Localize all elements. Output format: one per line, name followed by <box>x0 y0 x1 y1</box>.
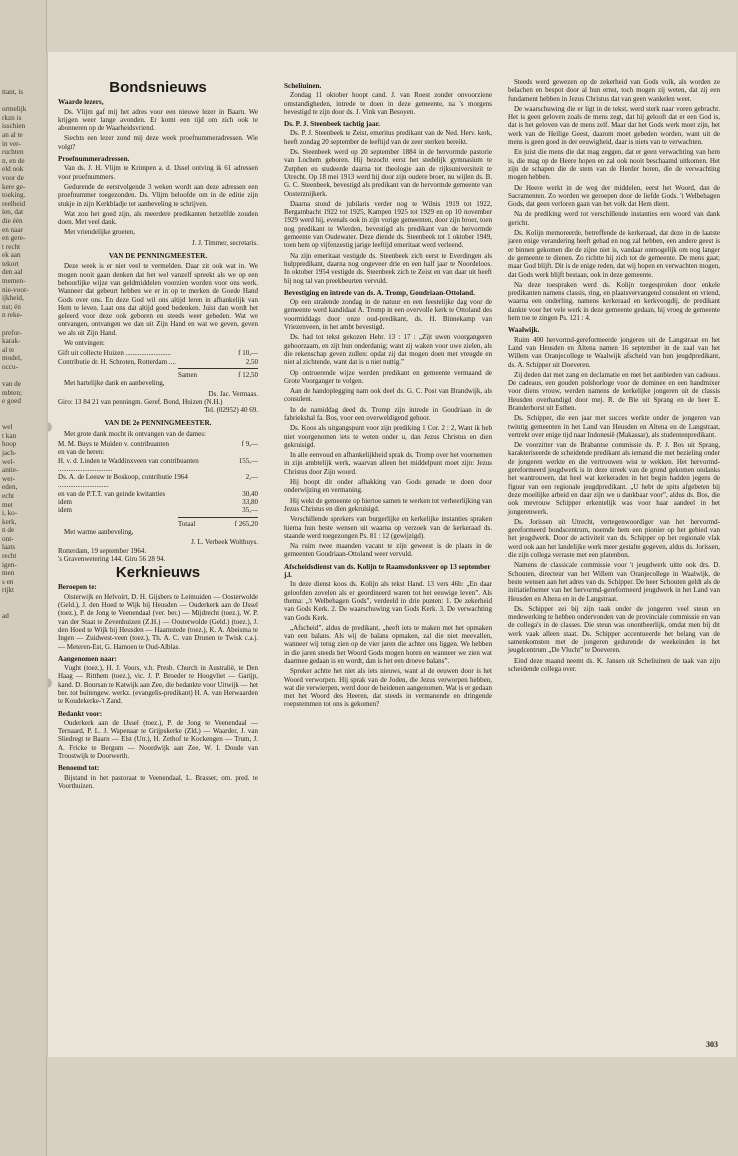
strip-line: echt <box>2 491 14 500</box>
ledger-label: Totaal <box>178 519 196 528</box>
strip-line: en naar <box>2 225 23 234</box>
strip-line: ad <box>2 612 9 621</box>
phone-text: Tel. (02952) 40 69. <box>204 406 258 415</box>
address: 's Gravenwetering 144. Giro 56 28 94. <box>58 554 166 563</box>
strip-line: hoop <box>2 440 17 449</box>
giro-text: Giro: 13 84 21 van penningm. Geref. Bond, Huizen (N.H.) <box>58 397 223 406</box>
paragraph: Na ruim twee maanden vacant te zijn geweest is de plaats in de gemeenten Goudriaan-Ottoland weer vervuld. <box>284 542 492 559</box>
ledger-row <box>58 371 258 379</box>
subheading: Beroepen te: <box>58 583 97 592</box>
strip-line: al te <box>2 345 15 354</box>
ledger-label: H. v. d. Linden te Waddinxveen van contribuanten ............................... <box>58 456 199 473</box>
strip-line: model, <box>2 354 22 363</box>
strip-line: karak- <box>2 337 21 346</box>
subheading: Benoemd tot: <box>58 764 100 773</box>
column-1 <box>58 78 258 792</box>
subheading: VAN DE 2e PENNINGMEESTER. <box>104 419 212 428</box>
paragraph: Deze week is er niet veel te vermelden. Daar zit ook wat in. We mogen nooit gaan denken dat het wel vanzelf spreekt als we op een behoorlijke wijze van geldmiddelen voorzien worden voor ons werk. Wanneer dat gebeurt hebben we er in op te merken de Goede Hand Gods over ons. En deze God wil ons altijd leren in afhankelijk van Hem te leven. Laat ons dat altijd goed bedenken. Juist dan wordt het geleerd voor deze ook geboren en steeds weer gebeden. Wat we ontvangen, ontvangen we dan uit Zijn Hand en wat we geven, geven we als uit Zijn Hand. <box>58 262 258 337</box>
paragraph: Ds. Schipper zei bij zijn taak onder de jongeren veel steun en medewerking te hebben ondervonden van de provinciale commissie en van de collega's in de classes. Die steun was onontbeerlijk, omdat men bij dit werk vaak alleen staat. Ds. Schipper accentueerde het belang van de samenkomsten met de jongeren gedurende de weekeinden in het jeugdcentrum „De Vlucht” te Doeveren. <box>508 604 720 655</box>
place-date: Rotterdam, 19 september 1964. <box>58 546 147 555</box>
paragraph: Ds. Steenbeek werd op 20 september 1884 in de hervormde pastorie van Lochem geboren. Hij bezocht eerst het stedelijk gymnasium te Zutphen en studeerde daarna tot theologie aan de rijksuniversiteit te Utrecht. Op 18 mei 1913 werd hij door zijn oudere broer, nu wijlen ds. B. G. C. Steenbeek, bevestigd als predikant van de hervormde gemeente van Oosterznijkerk. <box>284 148 492 198</box>
ledger-row <box>58 440 258 448</box>
strip-line: ormelijk <box>2 105 27 114</box>
punch-hole <box>48 422 52 432</box>
strip-line <box>0 320 46 329</box>
ledger-row <box>58 506 258 514</box>
ledger-value: f 265,20 <box>234 519 258 528</box>
subheading: Waarde lezers, <box>58 98 104 107</box>
paragraph: Ds. had tot tekst gekozen Hebr. 13 : 17 : „Zijt uwen voorgangeren gehoorzaam, en zijt hun onderdanig; want zij waken voor uwe zielen, als die rekenschap geven zullen: opdat zij dat mogen doen met vreugde en niet al zichtende, want dat is u niet nuttig.” <box>284 333 492 367</box>
divider <box>178 368 258 369</box>
strip-line: wel- <box>2 457 15 466</box>
paragraph: Na de prediking werd tot verschillende instanties een woord van dank gericht. <box>508 210 720 227</box>
ledger-label: Ds. A. de Leeuw te Boskoop, contributie 1964 ............................. <box>58 473 188 490</box>
ledger-row <box>58 490 258 498</box>
paragraph: Aan de handoplegging nam ook deel ds. G. C. Post van Brandwijk, als consulent. <box>284 387 492 404</box>
adjacent-page-strip <box>0 0 47 1156</box>
subheading: Proefnummeradressen. <box>58 155 130 164</box>
column-2 <box>284 78 492 711</box>
strip-line <box>0 415 46 424</box>
paragraph: Ds. Koos als uitgangspunt voor zijn prediking 1 Cor. 2 : 2, Want ik heb niet voorgenomen iets te weten onder u, dan Jezus Christus en dien gekruisigd. <box>284 424 492 449</box>
ledger-row <box>58 457 258 474</box>
strip-line: n de <box>2 526 15 535</box>
strip-line: t recht <box>2 242 21 251</box>
strip-line: prefor- <box>2 328 22 337</box>
subheading: Afscheidsdienst van ds. Kolijn te Raamsdonksveer op 13 september j.l. <box>284 562 491 580</box>
ledger-value: 155,— <box>238 456 258 465</box>
strip-line <box>0 97 46 106</box>
ledger-label: idem <box>58 498 72 507</box>
strip-line: kerk, <box>2 517 17 526</box>
subheading: Bevestiging en intrede van ds. A. Tromp, Goudriaan-Ottoland. <box>284 288 475 297</box>
strip-line: ijkheid, <box>2 294 24 303</box>
ledger-label: M. M. Buys te Muiden v. contribuanten <box>58 439 169 448</box>
signature: J. L. Verbeek Wolthuys. <box>191 538 258 547</box>
strip-line: kere ge- <box>2 182 26 191</box>
strip-line: ttant, is <box>2 88 24 96</box>
strip-line: men <box>2 569 15 578</box>
ledger-value: f 9,— <box>241 439 258 448</box>
subheading: Waalwijk. <box>508 326 540 335</box>
paragraph: Gedurende de eerstvolgende 3 weken wordt aan deze adressen een proefnummer toegezonden. Ds. Vlijm beloofde om in de editie zijn stukje in zijn Kerkbladje ter aanbeveling te schrijven. <box>58 182 258 208</box>
paragraph: Hij wekt de gemeente op hiertoe samen te werken tot verheerlijking van Jezus Christus en dien gekruisigd. <box>284 496 492 513</box>
ledger-value: f 12,50 <box>238 370 258 379</box>
strip-line: e goed <box>2 397 21 406</box>
strip-line: en gere- <box>2 234 26 243</box>
paragraph: Met warme aanbeveling, <box>64 527 134 536</box>
paragraph: Bijstand in het pastoraat te Veenendaal, L. Brasser, om. pred. te Voorthuizen. <box>58 773 258 790</box>
ledger-value: 2,— <box>245 473 258 482</box>
ledger-row <box>58 349 258 357</box>
strip-line: toeking. <box>2 191 26 200</box>
subheading: Ds. P. J. Steenbeek tachtig jaar. <box>284 120 380 129</box>
ledger-note: en van de heren: <box>58 448 105 457</box>
strip-line: rijkt <box>2 586 14 595</box>
signature: Ds. Jac. Vermaas. <box>208 389 258 398</box>
strip-line: isschien <box>2 122 26 131</box>
ledger-label: en van de P.T.T. van geinde kwitanties <box>58 489 166 498</box>
subheading: VAN DE PENNINGMEESTER. <box>108 252 208 261</box>
newspaper-page <box>48 52 736 1057</box>
strip-line: s en <box>2 577 14 586</box>
column-3 <box>508 78 720 675</box>
strip-line: in ver- <box>2 139 21 148</box>
paragraph: Eind deze maand neemt ds. K. Jansen uit Scheliuinen de taak van zijn scheidende collega over. <box>508 656 720 673</box>
strip-line: ek aan <box>2 251 21 260</box>
strip-line: n, en de <box>2 156 25 165</box>
strip-line <box>0 406 46 415</box>
ledger-label: Gift uit collecte Huizen .......................... <box>58 349 172 358</box>
paragraph: Ds. Kolijn memoreerde, betreffende de kerkeraad, dat deze in de laatste jaren enige verandering heeft gehad en nog zal hebben, een andere geest is er binnen gekomen die de zijne niet is, vandaar onmogelijk om nog langer de gemeente te dienen. Zo richtte hij zich tot de gemeente. De mens gaat; maar God blijft. Dit is de enige reden, dat wij hopen en verwachten mogen, dat Gods werk blijft bestaan, ook in deze gemeente. <box>508 229 720 279</box>
strip-line: len, dat <box>2 208 24 217</box>
ledger-value: f 10,— <box>238 349 258 358</box>
strip-line: van de <box>2 380 21 389</box>
paragraph: Verschillende sprekers van burgerlijke en kerkelijke instanties spraken hierna hun beste wensen uit waarna op verzoek van de kerkeraad ds. staande werd toegezongen Ps. 81 : 12 (gewijzigd). <box>284 515 492 540</box>
punch-hole <box>48 678 52 688</box>
strip-line: wer- <box>2 474 16 483</box>
paragraph: Hij hoopt dit onder afhakking van Gods genade te doen door onderwijzing en vermaning. <box>284 478 492 495</box>
ledger-value: 33,80 <box>242 498 258 507</box>
strip-line: mbten; <box>2 388 22 397</box>
strip-line: antie- <box>2 466 19 475</box>
strip-line: eld ook <box>2 165 24 174</box>
strip-line <box>0 372 46 381</box>
paragraph: Siechts een lezer zond mij deze week proefnummeradressen. Wie volgt? <box>58 134 258 151</box>
paragraph: Ds. Jorissen uit Utrecht, vertegenwoordiger van het hervormd-gereformeerd bondscentrum, noemde hem een pionier op het gebied van het jeugdwerk. Door de activiteit van ds. Schipper op het regionale vlak werd ook aan het landelijke werk meer gestalte gegeven, aldus ds. Jorissen, die zijn collega verraste met een platenbon. <box>508 517 720 560</box>
signature: J. J. Timmer, secretaris. <box>191 238 258 247</box>
paragraph: Met hartelijke dank en aanbeveling, <box>64 379 165 388</box>
subheading: Scheliuinen. <box>284 82 322 90</box>
section-title-bondsnieuws: Bondsnieuws <box>109 79 207 96</box>
strip-line: den aal <box>2 268 23 277</box>
strip-line: memen- <box>2 277 26 286</box>
ledger-value: 2,50 <box>245 357 258 366</box>
paragraph: En juist die mens die dat mag zeggen, dat er geen verwachting van hem is, die mag op de Heere hopen en zal ook nooit beschaamd uitkomen. Het zijn de schapen die de stem van de Herder horen, die de verwachting mogen hebben. <box>508 148 720 182</box>
ledger-row <box>58 520 258 528</box>
paragraph: Met vriendelijke groeten, <box>64 228 135 237</box>
ledger-row <box>58 498 258 506</box>
paragraph: Steeds werd gewezen op de zekerheid van Gods volk, als worden ze belachen en bespot door al hun ernst, toch mogen zij weten, dat zij een fundament hebben in Jezus Christus dat van geen wankelen weet. <box>508 78 720 103</box>
strip-line: an al te <box>2 130 23 139</box>
strip-line: i, ko- <box>2 509 18 518</box>
strip-line <box>0 604 46 613</box>
paragraph: Ouderkerk aan de IJssel (toez.), P. de Jong te Veenendaal — Ternaard, P. L. J. Wapenaar te Grijpskerke (Zld.) — Waarder, J. van Sliedregt te Baarn — Elst (Utr.), H. Zethof te Kockengen — Trum, J. A. Fricke te Bergum — Noordwijk aan Zee, W. I. Doude van Troostwijk te Doorwerth. <box>58 718 258 761</box>
paragraph: Op ontroerende wijze werden predikant en gemeente vermaand de Grote Voorganger te volgen. <box>284 368 492 385</box>
paragraph: In de namiddag deed ds. Tromp zijn intrede in Goudriaan in de fabriekshal fa. Bos, voor een overweldigend gehoor. <box>284 405 492 422</box>
ledger-label: idem <box>58 506 72 515</box>
contact-row <box>58 398 258 406</box>
strip-line: rkzn is <box>2 113 22 122</box>
paragraph: De voorzitter van de Brabantse commissie ds. P. J. Bos uit Sprang, karakteriseerde de scheidende predikant als iemand die met bezieling onder de jongeren werkte en die vertrouwen wist te wekken. Het hervormd-gereformeerd jeugdwerk is in deze streek van de grond gekomen ondanks het wantrouwen, dat heel wat kerkeraden in het begin hadden jegens de figuur van een regionale jeugdpredikant. „U hebt de spits afgebeten bij deze moeilijke arbeid en daar zijn we u dankbaar voor”, aldus ds. Bos, die ook mevrouw Schipper erkentelijk was voor haar aandeel in het jongerenwerk. <box>508 441 720 516</box>
paragraph: Met grote dank mocht ik ontvangen van de dames: <box>64 429 206 438</box>
strip-line: nie-voor- <box>2 285 29 294</box>
strip-line: ruchten <box>2 148 24 157</box>
page-number: 303 <box>706 1040 718 1049</box>
strip-line: igen- <box>2 560 17 569</box>
strip-line: ont- <box>2 534 14 543</box>
strip-line: eden, <box>2 483 18 492</box>
paragraph: De Heere werkt in de weg der middelen, eerst het Woord, dan de Sacramenten. Zo worden we geroepen door de liefde Gods. 't Welbehagen Gods, dat geen verloren gaan van het volk dat Hem dient. <box>508 183 720 209</box>
paragraph: Van ds. J. H. Vlijm te Krimpen a. d. IJssel ontving ik 61 adressen voor proefnummers. <box>58 164 258 181</box>
divider <box>178 517 258 518</box>
paragraph: Vught (toez.), H. J. Voors, v.h. Presb. Church in Australië, te Den Haag — Ritthem (toez.), vic. J. P. Broeder te Hoogvliet — Garijp, kand. D. Boursan te Katwijk aan Zee, die bedankte voor Uitwijk — het ber. tot buitengew. werkz. (evangelis-predikant) H. A. van Herwaarden te Koudekerke-'t Zand. <box>58 664 258 706</box>
subheading: Bedankt voor: <box>58 709 103 718</box>
paragraph: Wat zou het goed zijn, als meerdere predikanten hetzelfde zouden doen. Met veel dank. <box>58 209 258 227</box>
paragraph: Zij deden dat met zang en declamatie en met het aanbieden van cadeaus. De cadeaus, een gouden polshorloge voor de dominee en een handmixer voor diens vrouw, werden namens de kerkelijke jongeren uit de classis Heusden overhandigd door mej. R. de Bie uit Sprang en de heer E. Branderhorst uit Esthen. <box>508 370 720 412</box>
strip-line: t kan <box>2 431 17 440</box>
ledger-row <box>58 358 258 366</box>
paragraph: Zondag 11 oktober hoopt cand. J. van Roest zonder onvoorziene omstandigheden, intrede te doen in deze gemeente, na 's morgens bevestigd te zijn door ds. J. Vink van Besoyen. <box>284 91 492 116</box>
paragraph: Daarna stond de jubilaris verder nog te Wilnis 1919 tot 1922, Bergambacht 1922 tot 1925, Kampen 1925 tot 1929 en op 10 november 1929 werd hij, evenals ook in zijn vorige gemeenten, door zijn broer, toen nog predikant te Wierden, bevestigd als predikant van de hervormde gemeente van Oudewater. Deze diende ds. Steenbeek tot 1 oktober 1949, toen hem op vijfenzestig jarige leeftijd emeritaat werd verleend. <box>284 199 492 250</box>
paragraph: In alle eenvoud en afhankelijkheid sprak ds. Tromp over het voornemen in zijn ambtelijk werk, waarvan alleen het middelpunt moet zijn: Jezus Christus door Zijn woord. <box>284 451 492 476</box>
ledger-row <box>58 473 258 490</box>
paragraph: Op een stralende zondag in de natuur en een feestelijke dag voor de gemeente werd kandidaat A. Tromp in een overvolle kerk te Ottoland des voormiddags door onze oud-predikant, ds. H. Binnekamp van Vriezenveen, in het ambt bevestigd. <box>284 298 492 332</box>
paragraph: De waarschuwing die er ligt in de tekst, werd sterk naar voren gebracht. Het is geen geloven zoals de mens zegt, dat hij gelooft dat er een God is, dat is het geloven van de mens zelf. Maar dat het Gods werk moet zijn, het werk van de Heilige Geest, daarom moet gebeden worden, want uit de mens is geen goed in der eeuwigheid, daar is niets van te verwachten. <box>508 104 720 147</box>
paragraph: „Afscheid”, aldus de predikant, „heeft iets te maken met het opmaken van een balans. Als wij de balans opmaken, zal die niet meevallen, wanneer wij terug zien op de vier jaren die achter ons liggen. We hebben in die jaren steeds het Woord Gods mogen horen en wanneer we zien wat daarmee gedaan is en wordt, dan is het een droeve balans”. <box>284 623 492 665</box>
ledger-label: Samen <box>178 370 198 379</box>
paragraph: Ds. Schipper, die een jaar met succes werkte onder de jongeren van twintig gemeenten in het Land van Heusden en Altena en de Langstraat, vertrekt over enige tijd naar Indonesië (Makassar), als studentenpredikant. <box>508 414 720 439</box>
paragraph: Ds. Vlijm gaf mij het adres voor een nieuwe lezer in Baarn. We krijgen weer lange avonden. Er komt een tijd om zich ook te abonneren op de Waarheidsvriend. <box>58 107 258 133</box>
subheading: Aangenomen naar: <box>58 654 117 663</box>
paragraph: In deze dienst koos ds. Kolijn als tekst Hand. 13 vers 46b: „En daar geloofden zovelen als er geordineerd waren tot het eeuwige leven”. Als thema: „'t Welbehagen Gods”, verdeeld in drie punten: 1. De zekerheid van Gods Kerk. 2. De waarschuwing van Gods Kerk. 3. De verwachting van Gods Kerk. <box>284 580 492 622</box>
ledger-label: Contributie dr. H. Schroten, Rotterdam .... <box>58 357 176 366</box>
strip-line: n reke- <box>2 311 23 320</box>
paragraph: Ds. P. J. Steenbeek te Zeist, emeritus predikant van de Ned. Herv. kerk, heeft zondag 20 september de leeftijd van de zeer sterken bereikt. <box>284 129 492 146</box>
strip-line: die één <box>2 216 23 225</box>
paragraph: Namens de classicale commissie voor 't jeugdwerk uitte ook drs. D. Schouten, directeur van het Willem van Oranjecollege in Waalwijk, de beste wensen aan het adres van ds. Schipper. De heer Schouten geldt als de initiatiefnemer van het hervormd-gereformeerd jeugdwerk in het Land van Heusden en Altena en in de Langstraat. <box>508 561 720 603</box>
strip-line: met <box>2 500 13 509</box>
strip-line: occu- <box>2 363 18 371</box>
strip-line: voor de <box>2 173 24 182</box>
paragraph: Ruim 400 hervormd-gereformeerde jongeren uit de Langstraat en het Land van Heusden en Altena namen 16 september in de zaal van het Willem van Oranjecollege te Waalwijk afscheid van hun jeugdpredikant, ds. A. Schipper uit Doeveren. <box>508 335 720 369</box>
strip-line: nst; én <box>2 302 21 311</box>
strip-line <box>0 595 46 604</box>
strip-line: recht <box>2 552 17 561</box>
strip-line: tekort <box>2 259 19 268</box>
paragraph: Oisterwijk en Helvoirt, D. H. Gijsbers te Leimuiden — Oosterwolde (Geld.), J. den Hoed te Wijk bij Heusden — Ouderkerk aan de IJssel (toez.), P. de Jong te Veenendaal (ver. ber.) — Mijdrecht (toez.), W. P. van der Staat te Zevenhuizen (Z.H.) — Oosterwolde (Geld.) (toez.), J. den Hoed te Wijk bij Heusden — Haamstede (toez.), K. A. Abeisma te Ingen — Zuidwest-veen (toez.), Th. A. C. van Drunen te Twisk c.a.j. — Meteren-Est, G. Hamoen te Oud-Alblas. <box>58 592 258 651</box>
strip-line: reelheid <box>2 199 26 208</box>
paragraph: Spreker achtte het niet als iets nieuws, want al de eeuwen door is het Woord verworpen. Hij sprak van de Joden, die Jezus verworpen hebben, wat die verwierpen, werd door de heidenen aangenomen. Wat is er gedaan met het Woord des Heeren, dat steeds in vermanende en dringende roepstemmen tot ons is gekomen? <box>284 667 492 709</box>
paragraph: Na zijn emeritaat vestigde ds. Steenbeek zich eerst te Everdingen als hulppredikant, daarna nog ongeveer drie en een half jaar te Noordeloos. In oktober 1954 vestigde ds. Steenbeek zich te Zeist en van daar uit heeft hij nog tal van preekbeurten vervuld. <box>284 251 492 285</box>
ledger-value: 35,— <box>242 506 258 515</box>
ledger-value: 30,40 <box>242 489 258 498</box>
section-title-kerknieuws: Kerknieuws <box>115 564 201 582</box>
strip-line: wel <box>2 423 13 432</box>
paragraph: Na deze toespraken werd ds. Kolijn toegesproken door enkele predikanten namens classis, ring, en plaatsvervangend consulent en vriend, waarna een onderling, namens kerkeraad en kerkvoogdij, de predikant dankte voor het vele werk in deze gemeente gedaan, hij vroeg de gemeente hem toe te zingen Ps. 121 : 4. <box>508 280 720 323</box>
strip-line: jach- <box>2 448 17 457</box>
strip-line: laats <box>2 543 16 552</box>
paragraph: We ontvingen: <box>64 339 105 348</box>
